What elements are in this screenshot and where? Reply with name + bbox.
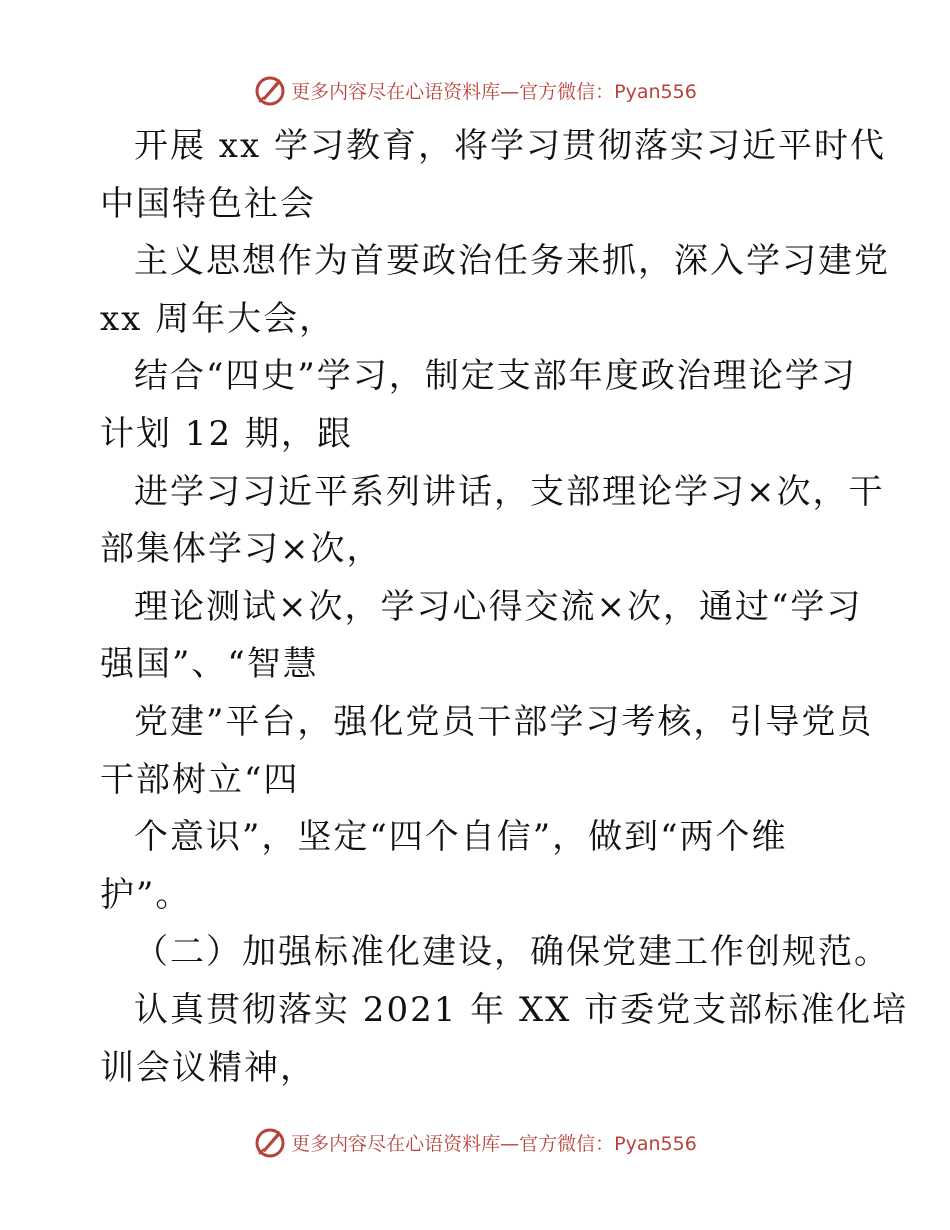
- watermark-text: 更多内容尽在心语资料库—官方微信：Pyan556: [291, 80, 697, 103]
- quill-logo-icon: [253, 73, 287, 107]
- text-line: 党建”平台，强化党员干部学习考核，引导党员: [134, 701, 874, 742]
- text-line: 中国特色社会: [100, 183, 316, 224]
- section-heading: （二）加强标准化建设，确保党建工作创规范。: [134, 932, 890, 973]
- header-watermark: [0, 70, 950, 110]
- quill-logo-icon: [253, 1125, 287, 1159]
- text-line: 进学习习近平系列讲话，支部理论学习×次，干: [134, 471, 885, 512]
- text-line: 计划 12 期，跟: [100, 413, 353, 454]
- text-line: 护”。: [100, 874, 192, 915]
- text-line: 干部树立“四: [100, 759, 300, 800]
- text-line: 部集体学习×次，: [100, 529, 383, 570]
- text-line: 开展 xx 学习教育，将学习贯彻落实习近平时代: [134, 126, 886, 166]
- watermark-text: 更多内容尽在心语资料库—官方微信：Pyan556: [291, 1132, 697, 1155]
- text-line: 个意识”，坚定“四个自信”，做到“两个维: [134, 817, 788, 858]
- text-line: 训会议精神，: [100, 1047, 316, 1088]
- text-line: 主义思想作为首要政治任务来抓，深入学习建党: [134, 241, 890, 282]
- document-body: [100, 118, 909, 1097]
- text-line: 认真贯彻落实 2021 年 XX 市委党支部标准化培: [134, 989, 909, 1030]
- text-line: 强国”、“智慧: [100, 644, 319, 685]
- text-line: xx 周年大会，: [100, 298, 336, 339]
- footer-watermark: [0, 1122, 950, 1162]
- text-line: 结合“四史”学习，制定支部年度政治理论学习: [134, 356, 857, 397]
- text-line: 理论测试×次，学习心得交流×次，通过“学习: [134, 586, 863, 627]
